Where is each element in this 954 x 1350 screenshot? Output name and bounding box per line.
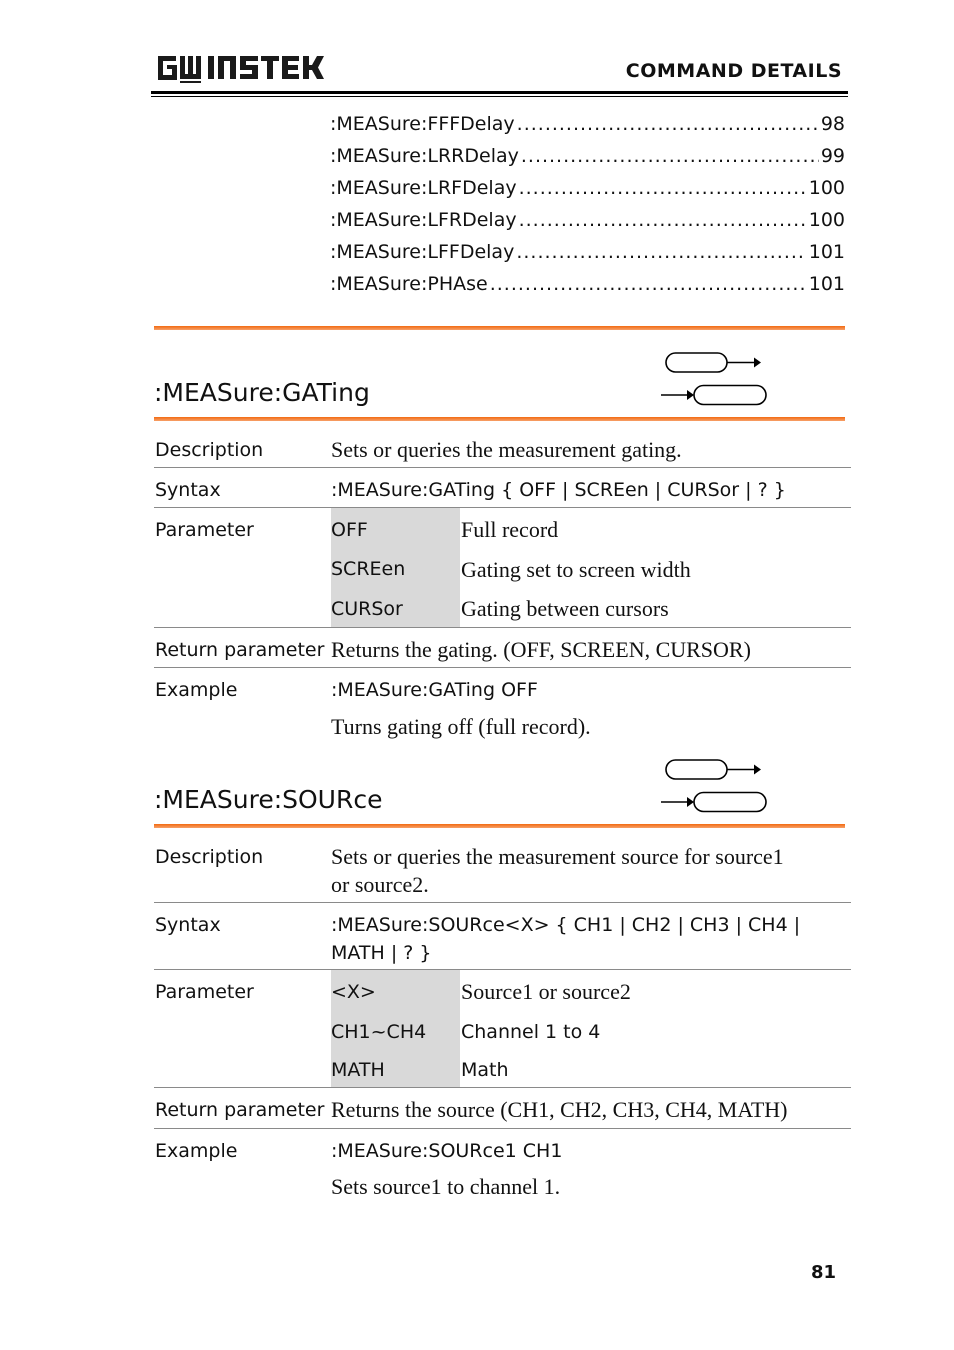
row-separator — [154, 467, 851, 468]
toc-list — [330, 113, 845, 305]
source-parameter-label: Parameter — [155, 981, 254, 1003]
toc-item[interactable]: :MEASure:LRRDelay ..... 99 — [330, 145, 845, 177]
gw-instek-logo — [156, 52, 328, 84]
param-name: CH1~CH4 — [331, 1021, 427, 1043]
gating-example-label: Example — [155, 679, 238, 701]
section-header: COMMAND DETAILS — [625, 60, 842, 82]
gating-return-label: Return parameter — [155, 639, 325, 661]
gating-title-rule — [154, 417, 845, 421]
source-syntax-line2: MATH | ? } — [331, 942, 432, 964]
gating-parameter-label: Parameter — [155, 519, 254, 541]
toc-item[interactable]: :MEASure:LFFDelay ..... 101 — [330, 241, 845, 273]
toc-item[interactable]: :MEASure:LFRDelay ..... 100 — [330, 209, 845, 241]
source-syntax-line1: :MEASure:SOURce<X> { CH1 | CH2 | CH3 | CH4 | — [331, 914, 801, 936]
toc-item[interactable]: :MEASure:LRFDelay ..... 100 — [330, 177, 845, 209]
param-name: MATH — [331, 1059, 385, 1081]
page-number: 81 — [811, 1262, 837, 1283]
gating-syntax-label: Syntax — [155, 479, 221, 501]
row-separator — [154, 507, 851, 508]
param-desc: Source1 or source2 — [461, 979, 631, 1004]
source-title-rule — [154, 824, 845, 828]
header-rule-thin — [151, 96, 848, 97]
gating-return: Returns the gating. (OFF, SCREEN, CURSOR) — [331, 637, 751, 662]
source-return: Returns the source (CH1, CH2, CH3, CH4, MATH) — [331, 1097, 788, 1122]
param-name: <X> — [331, 981, 376, 1003]
gating-description: Sets or queries the measurement gating. — [331, 437, 682, 462]
source-example-cmd: :MEASure:SOURce1 CH1 — [331, 1140, 563, 1162]
header-rule — [151, 91, 848, 94]
param-desc: Channel 1 to 4 — [461, 1021, 601, 1043]
set-query-icon — [660, 350, 770, 406]
gating-title: :MEASure:GATing — [154, 378, 370, 407]
source-example-label: Example — [155, 1140, 238, 1162]
source-description-line2: or source2. — [331, 872, 429, 897]
param-desc: Full record — [461, 517, 559, 542]
param-name: SCREen — [331, 558, 406, 580]
row-separator — [154, 627, 851, 628]
source-title: :MEASure:SOURce — [154, 785, 383, 814]
param-desc: Gating set to screen width — [461, 557, 691, 582]
toc-item[interactable]: :MEASure:FFFDelay ..... 98 — [330, 113, 845, 145]
gating-syntax: :MEASure:GATing { OFF | SCREen | CURSor | ? } — [331, 479, 786, 501]
source-example-desc: Sets source1 to channel 1. — [331, 1174, 561, 1199]
row-separator — [154, 969, 851, 970]
source-description-label: Description — [155, 846, 264, 868]
gating-example-desc: Turns gating off (full record). — [331, 714, 591, 739]
row-separator — [154, 1128, 851, 1129]
source-return-label: Return parameter — [155, 1099, 325, 1121]
gating-description-label: Description — [155, 439, 264, 461]
param-name: CURSor — [331, 598, 403, 620]
param-desc: Math — [461, 1059, 509, 1081]
source-description-line1: Sets or queries the measurement source for source1 — [331, 844, 784, 869]
toc-item[interactable]: :MEASure:PHAse ..... 101 — [330, 273, 845, 305]
gating-example-cmd: :MEASure:GATing OFF — [331, 679, 538, 701]
row-separator — [154, 902, 851, 903]
row-separator — [154, 1087, 851, 1088]
set-query-icon — [660, 757, 770, 813]
param-name: OFF — [331, 519, 368, 541]
row-separator — [154, 667, 851, 668]
section-divider — [154, 326, 845, 330]
param-desc: Gating between cursors — [461, 596, 669, 621]
source-syntax-label: Syntax — [155, 914, 221, 936]
